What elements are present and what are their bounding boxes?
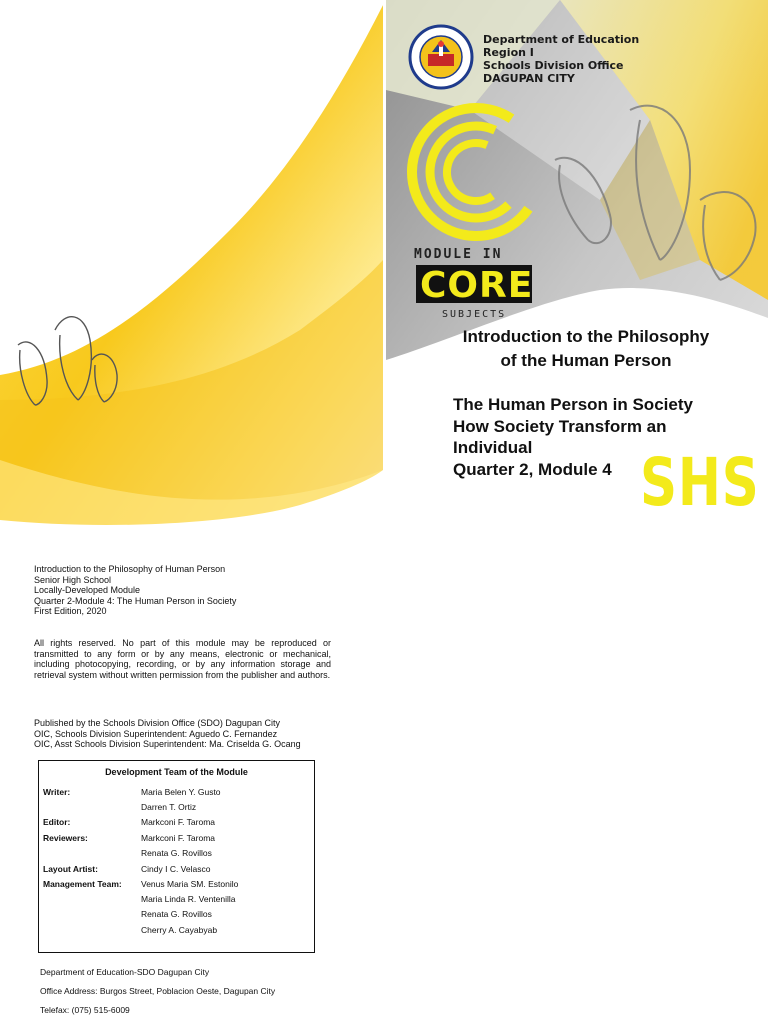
team-box-title: Development Team of the Module bbox=[105, 767, 248, 777]
team-member: Markconi F. Taroma bbox=[141, 833, 216, 843]
core-subjects-logo bbox=[404, 100, 550, 322]
department-header bbox=[483, 33, 639, 85]
team-member: Cindy I C. Velasco bbox=[141, 864, 211, 874]
team-row bbox=[43, 800, 313, 815]
team-row bbox=[43, 892, 313, 907]
team-member: Darren T. Ortiz bbox=[141, 802, 197, 812]
dept-line: Region I bbox=[483, 46, 534, 59]
edition-line: Quarter 2-Module 4: The Human Person in Society bbox=[34, 595, 237, 606]
team-member: Maria Linda R. Ventenilla bbox=[141, 894, 236, 904]
development-team-box bbox=[38, 760, 315, 953]
team-row bbox=[43, 907, 313, 922]
deped-seal-logo bbox=[408, 24, 474, 90]
publisher-info bbox=[34, 718, 334, 750]
team-member: Renata G. Rovillos bbox=[141, 909, 212, 919]
lesson-title-line1: The Human Person in Society bbox=[453, 395, 693, 414]
contact-info bbox=[40, 963, 275, 1020]
quarter-module-label: Quarter 2, Module 4 bbox=[453, 459, 612, 479]
edition-line: Introduction to the Philosophy of Human Person bbox=[34, 564, 226, 574]
team-row bbox=[43, 831, 313, 846]
team-member: Markconi F. Taroma bbox=[141, 817, 216, 827]
team-role: Management Team: bbox=[43, 879, 122, 889]
team-member: Renata G. Rovillos bbox=[141, 848, 212, 858]
publisher-line: Published by the Schools Division Office (SDO) Dagupan City bbox=[34, 718, 280, 728]
contact-line: Telefax: (075) 515-6009 bbox=[40, 1005, 130, 1015]
edition-line: Senior High School bbox=[34, 574, 112, 585]
subject-title-line1: Introduction to the Philosophy bbox=[462, 327, 710, 346]
team-role: Editor: bbox=[43, 817, 71, 827]
team-member: Maria Belen Y. Gusto bbox=[141, 787, 221, 797]
dept-line: DAGUPAN CITY bbox=[483, 72, 575, 85]
contact-line: Office Address: Burgos Street, Poblacion Oeste, Dagupan City bbox=[40, 986, 276, 996]
dept-line: Schools Division Office bbox=[483, 59, 624, 72]
team-role: Reviewers: bbox=[43, 833, 88, 843]
team-row bbox=[43, 846, 313, 861]
rights-notice: All rights reserved. No part of this module may be reproduced or transmitted to any form or by any means, electronic or mechanical, including photocopying, recording, or by any information storage and retrieval system without written permission from the publisher and authors. bbox=[34, 638, 331, 680]
team-row bbox=[43, 877, 313, 892]
dept-line: Department of Education bbox=[483, 33, 640, 46]
team-member: Cherry A. Cayabyab bbox=[141, 925, 218, 935]
team-row bbox=[43, 923, 313, 938]
edition-line: First Edition, 2020 bbox=[34, 606, 107, 617]
team-member: Venus Maria SM. Estonilo bbox=[141, 879, 239, 889]
team-role: Layout Artist: bbox=[43, 864, 98, 874]
logo-subjects-text: SUBJECTS bbox=[442, 309, 507, 320]
edition-info bbox=[34, 564, 331, 617]
team-role: Writer: bbox=[43, 787, 71, 797]
publisher-line: OIC, Asst Schools Division Superintendent: Ma. Criselda G. Ocang bbox=[34, 739, 301, 750]
contact-line: Department of Education-SDO Dagupan City bbox=[40, 967, 210, 977]
edition-line: Locally-Developed Module bbox=[34, 585, 141, 596]
team-row bbox=[43, 862, 313, 877]
team-row bbox=[43, 815, 313, 830]
publisher-line: OIC, Schools Division Superintendent: Aguedo C. Fernandez bbox=[34, 728, 278, 739]
team-row bbox=[43, 785, 313, 800]
subject-title-line2: of the Human Person bbox=[500, 351, 672, 370]
lesson-title-line3: Individual bbox=[453, 438, 533, 457]
shs-badge: SHS bbox=[640, 444, 760, 521]
lesson-title-line2: How Society Transform an bbox=[453, 416, 667, 436]
logo-core-text: CORE bbox=[420, 265, 534, 306]
logo-module-in-text: MODULE IN bbox=[414, 247, 503, 262]
subject-title bbox=[436, 325, 736, 373]
